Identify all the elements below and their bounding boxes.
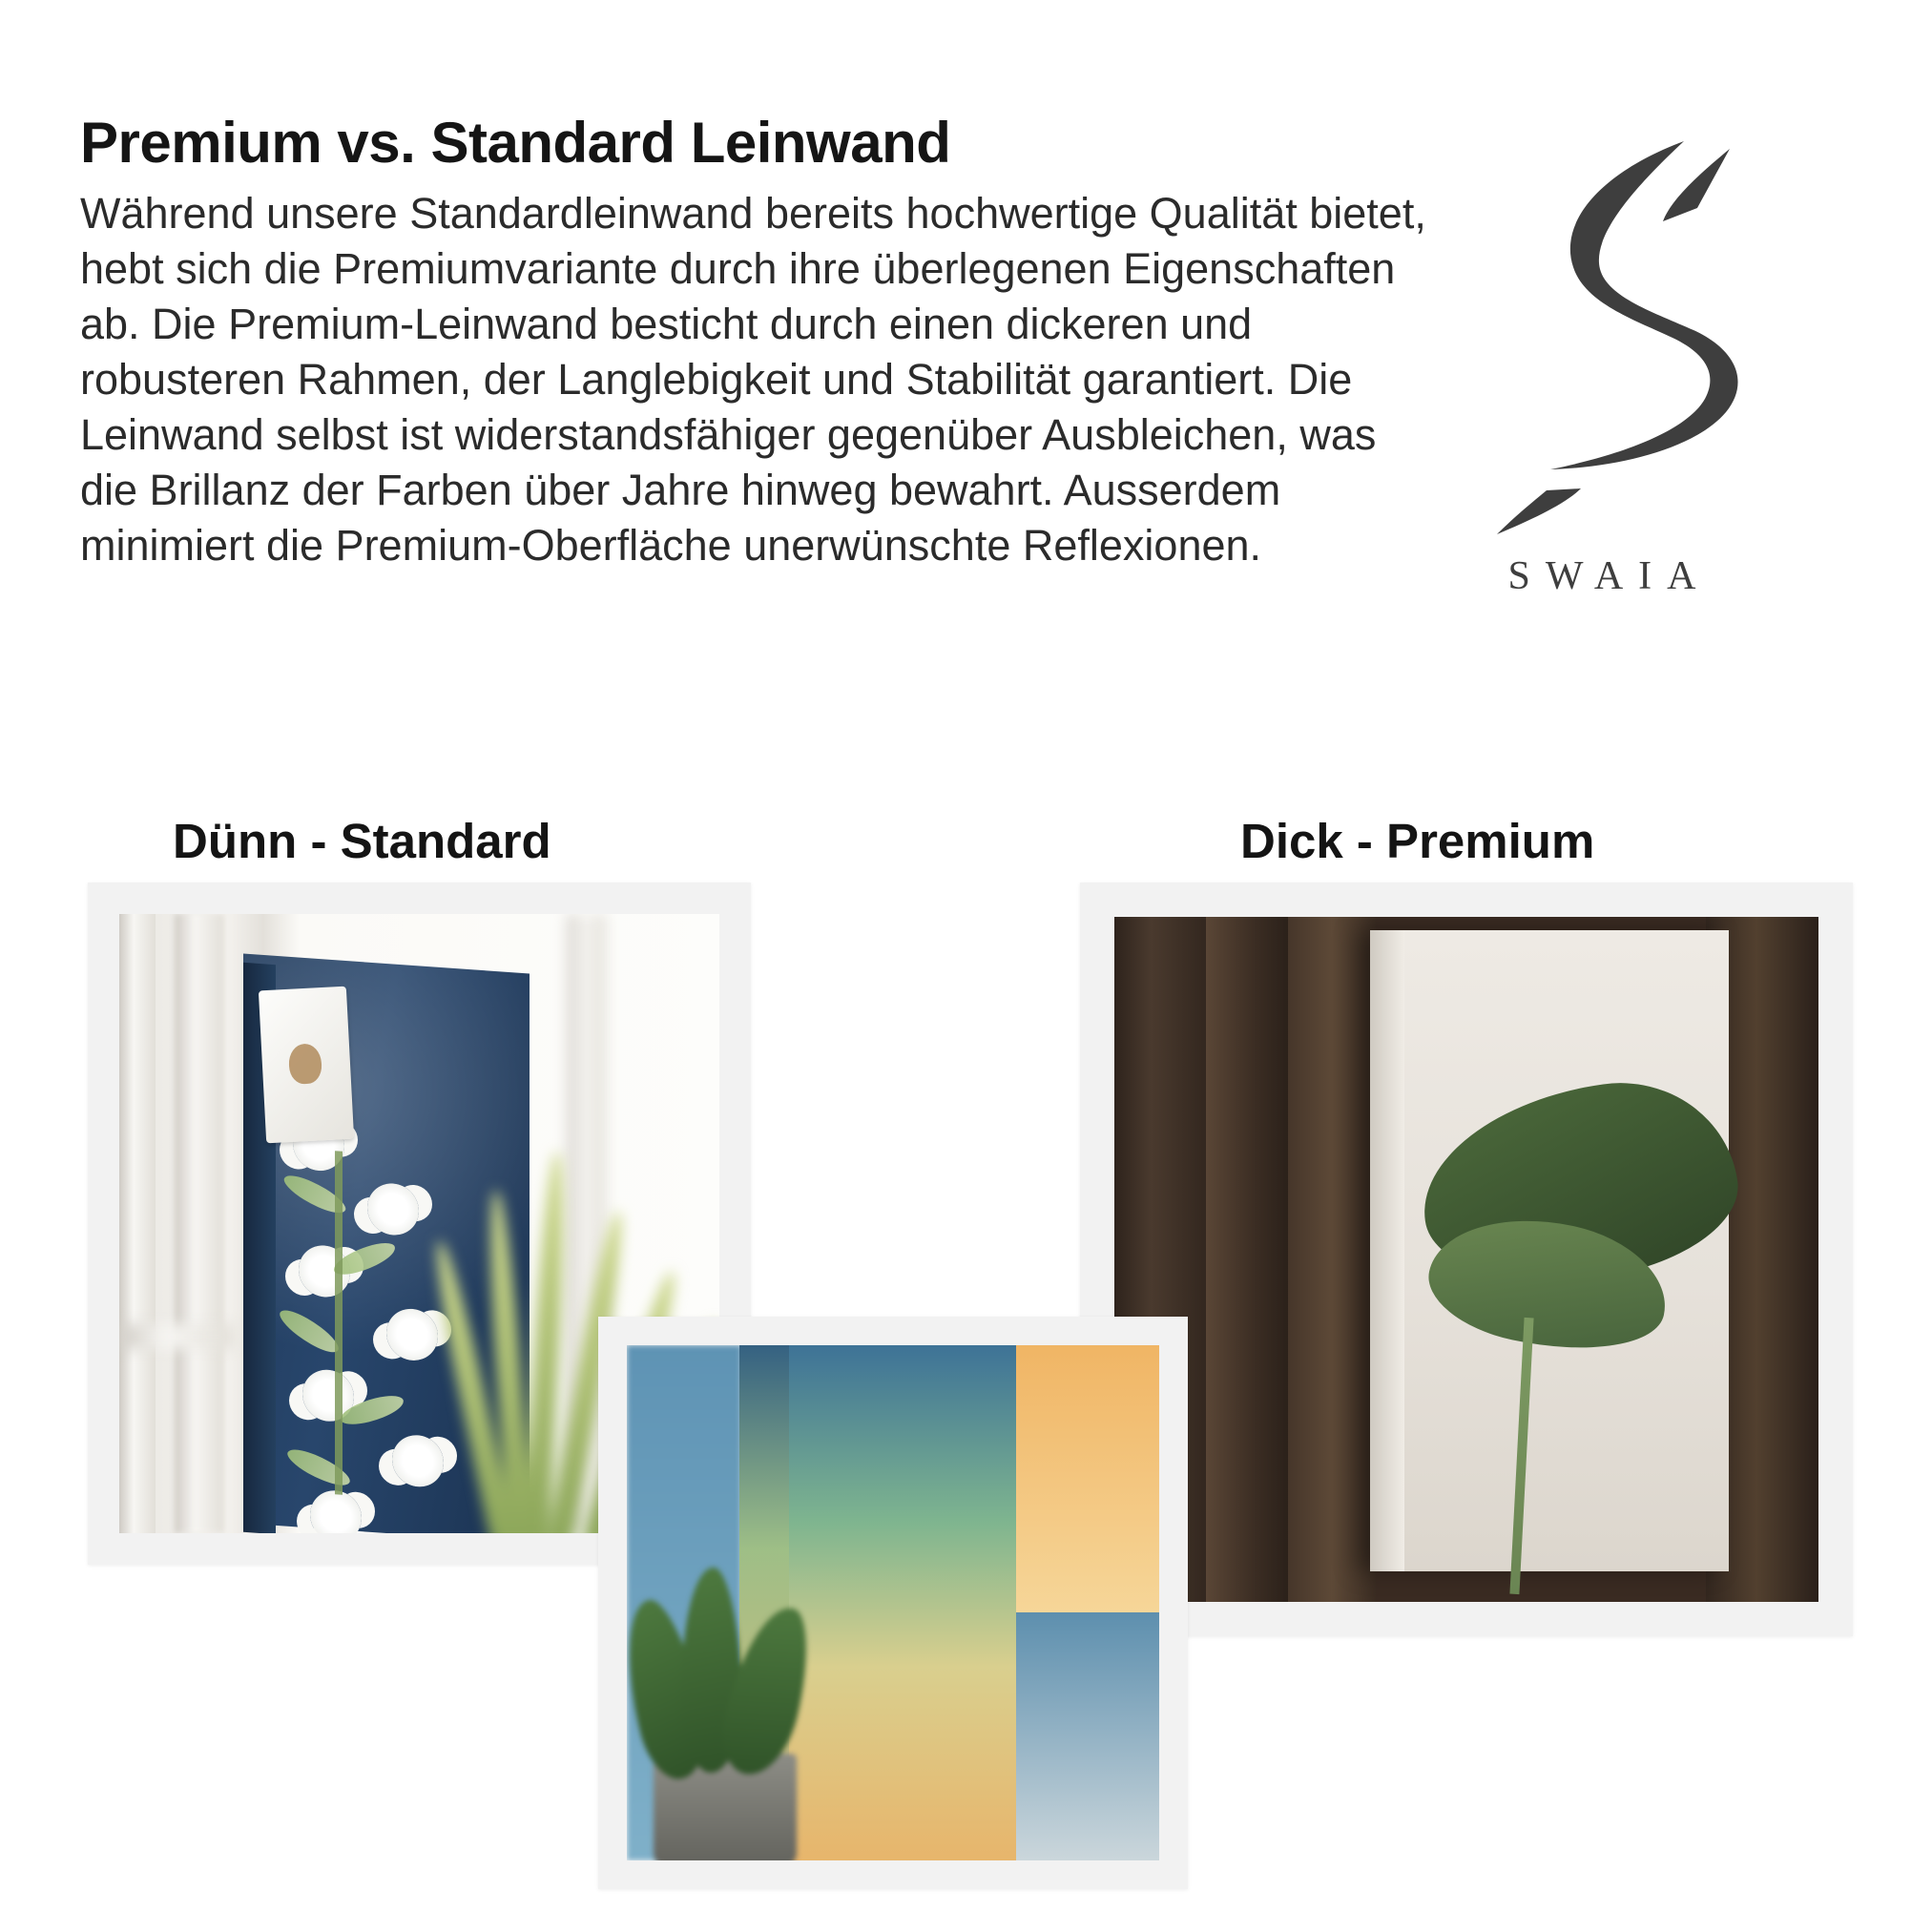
intro-section (0, 0, 1932, 801)
label-standard: Dünn - Standard (173, 814, 551, 868)
swaia-s-logo-icon (1459, 134, 1745, 544)
premium-thick-canvas-photo (1080, 883, 1853, 1636)
label-premium: Dick - Premium (1240, 814, 1595, 868)
canvas-wrap-tab (259, 987, 354, 1144)
canvas-edge-detail-photo (598, 1317, 1188, 1889)
page-title: Premium vs. Standard Leinwand (80, 111, 951, 175)
photo-frame-detail (627, 1345, 1159, 1860)
photo-frame-premium (1114, 917, 1818, 1602)
intro-text-column (80, 113, 1435, 573)
canvas-thick-edge (1370, 930, 1404, 1571)
brand-logo (1459, 134, 1745, 630)
intro-paragraph: Während unsere Standardleinwand bereits hochwertige Qualität bietet, hebt sich die Premiumvariante durch ihre überlegenen Eigenschaften ab. Die Premium-Leinwand besticht durch einen dickeren und robusteren Rahmen, der Langlebigkeit und Stabilität garantiert. Die Leinwand selbst ist widerstandsfähiger gegenüber Ausbleichen, was die Brillanz der Farben über Jahre hinweg bewahrt. Ausserdem minimiert die Premium-Oberfläche unerwünschte Reflexionen. (80, 189, 1426, 571)
brand-wordmark: SWAIA (1507, 554, 1712, 598)
foreground-plant (627, 1553, 841, 1860)
